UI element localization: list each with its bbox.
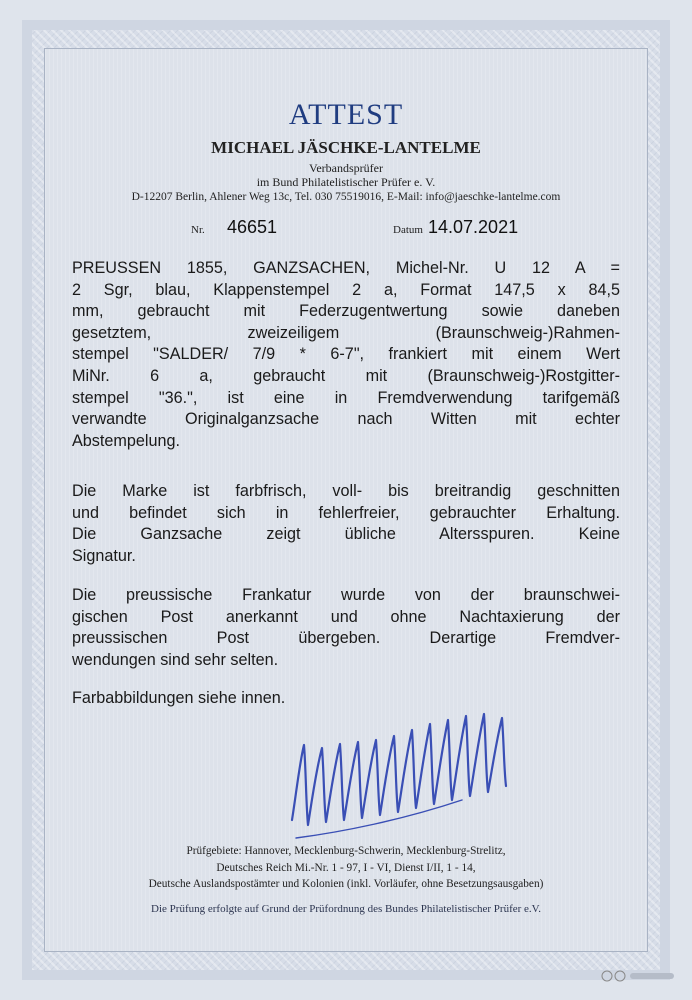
test-areas-line: Deutsches Reich Mi.-Nr. 1 - 97, I - VI, Dienst I/II, 1 - 14, <box>216 862 476 874</box>
certificate-title: ATTEST <box>288 98 404 131</box>
security-seal-icon <box>600 969 676 983</box>
text-line: Abstempelung. <box>72 431 180 450</box>
text-line: MiNr. 6 a, gebraucht mit (Braunschweig-)Rostgitter- <box>72 366 620 385</box>
text-line: gischen Post anerkannt und ohne Nachtaxierung der <box>72 607 620 626</box>
text-line: preussischen Post übergeben. Derartige Fremdver- <box>72 629 620 648</box>
text-line: Die preussische Frankatur wurde von der braunschwei- <box>72 586 620 604</box>
text-line: Die Marke ist farbfrisch, voll- bis breitrandig geschnitten <box>72 482 620 500</box>
certificate-number: 46651 <box>227 217 278 237</box>
condition-paragraph <box>72 481 620 567</box>
text-line: 2 Sgr, blau, Klappenstempel 2 a, Format 147,5 x 84,5 <box>72 280 620 299</box>
examination-rules-note: Die Prüfung erfolgte auf Grund der Prüfordnung des Bundes Philatelistischer Prüfer e.V. <box>151 903 541 915</box>
text-line: und befindet sich in fehlerfreier, gebrauchter Erhaltung. <box>72 503 620 522</box>
text-line: wendungen sind sehr selten. <box>72 650 279 669</box>
text-line: Farbabbildungen siehe innen. <box>72 689 286 707</box>
text-line: Signatur. <box>72 546 136 565</box>
text-line: stempel "SALDER/ 7/9 * 6-7", frankiert mit einem Wert <box>72 345 620 364</box>
expert-name: MICHAEL JÄSCHKE-LANTELME <box>211 138 481 157</box>
text-line: verwandte Originalganzsache nach Witten mit echter <box>72 410 620 429</box>
text-line: mm, gebraucht mit Federzugentwertung sowie daneben <box>72 302 620 321</box>
text-line: stempel "36.", ist eine in Fremdverwendung tarifgemäß <box>72 388 620 407</box>
certificate-date: 14.07.2021 <box>428 217 519 237</box>
text-line: PREUSSEN 1855, GANZSACHEN, Michel-Nr. U 12 A = <box>72 259 620 277</box>
signature-image <box>282 700 532 850</box>
text-line: Die Ganzsache zeigt übliche Altersspuren. Keine <box>72 525 620 544</box>
test-areas-line: Deutsche Auslandspostämter und Kolonien (inkl. Vorläufer, ohne Besetzungsausgaben) <box>148 878 544 890</box>
expert-address: D-12207 Berlin, Ahlener Weg 13c, Tel. 030 75519016, E-Mail: info@jaeschke-lantelme.com <box>131 191 561 203</box>
expert-association: im Bund Philatelistischer Prüfer e. V. <box>256 175 436 189</box>
test-areas-line: Prüfgebiete: Hannover, Mecklenburg-Schwerin, Mecklenburg-Strelitz, <box>186 845 506 857</box>
description-paragraph <box>72 258 620 452</box>
expert-role: Verbandsprüfer <box>309 161 383 175</box>
date-label: Datum <box>393 224 423 236</box>
remarks-paragraph <box>72 585 620 671</box>
number-label: Nr. <box>191 224 205 236</box>
text-line: gesetztem, zweizeiligem (Braunschweig-)Rahmen- <box>72 323 620 342</box>
